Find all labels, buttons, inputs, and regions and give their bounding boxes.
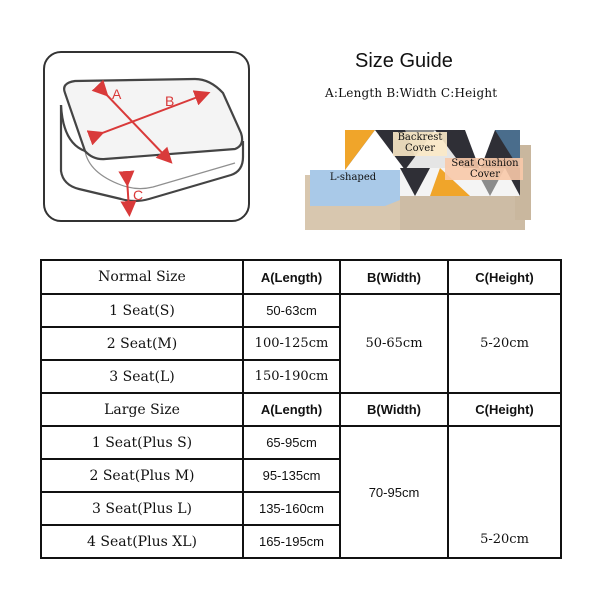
normal-size-header: Normal Size	[41, 260, 243, 294]
l-shaped-label: L-shaped	[329, 172, 377, 183]
size-table	[40, 259, 562, 559]
table-row	[41, 426, 561, 459]
size-cell: 1 Seat(S)	[41, 294, 243, 327]
width-header: B(Width)	[340, 393, 448, 426]
length-cell: 65-95cm	[243, 426, 340, 459]
large-header-row	[41, 393, 561, 426]
large-size-header: Large Size	[41, 393, 243, 426]
size-cell: 2 Seat(Plus M)	[41, 459, 243, 492]
length-header: A(Length)	[243, 393, 340, 426]
height-cell: 5-20cm	[448, 294, 561, 393]
length-cell: 50-63cm	[243, 294, 340, 327]
size-cell: 1 Seat(Plus S)	[41, 426, 243, 459]
height-arrow	[127, 179, 129, 209]
height-header: C(Height)	[448, 260, 561, 294]
width-cell: 50-65cm	[340, 294, 448, 393]
length-cell: 100-125cm	[243, 327, 340, 360]
label-b: B	[165, 93, 175, 109]
table-row	[41, 294, 561, 327]
size-cell: 4 Seat(Plus XL)	[41, 525, 243, 558]
width-cell: 70-95cm	[340, 426, 448, 558]
width-header: B(Width)	[340, 260, 448, 294]
seat-cushion-cover-label: Seat Cushion Cover	[451, 158, 519, 180]
cushion-drawing	[45, 53, 252, 224]
size-cell: 3 Seat(L)	[41, 360, 243, 393]
label-a: A	[112, 86, 122, 102]
length-cell: 95-135cm	[243, 459, 340, 492]
length-cell: 150-190cm	[243, 360, 340, 393]
normal-header-row	[41, 260, 561, 294]
size-guide-title: Size Guide	[355, 50, 453, 72]
length-header: A(Length)	[243, 260, 340, 294]
height-cell: 5-20cm	[448, 426, 561, 558]
size-cell: 3 Seat(Plus L)	[41, 492, 243, 525]
size-guide-legend: A:Length B:Width C:Height	[325, 86, 498, 100]
label-c: C	[133, 187, 144, 203]
cushion-diagram	[43, 51, 250, 222]
backrest-cover-label: Backrest Cover	[397, 132, 443, 154]
sofa-illustration	[305, 120, 535, 240]
length-cell: 165-195cm	[243, 525, 340, 558]
height-header: C(Height)	[448, 393, 561, 426]
size-cell: 2 Seat(M)	[41, 327, 243, 360]
length-cell: 135-160cm	[243, 492, 340, 525]
